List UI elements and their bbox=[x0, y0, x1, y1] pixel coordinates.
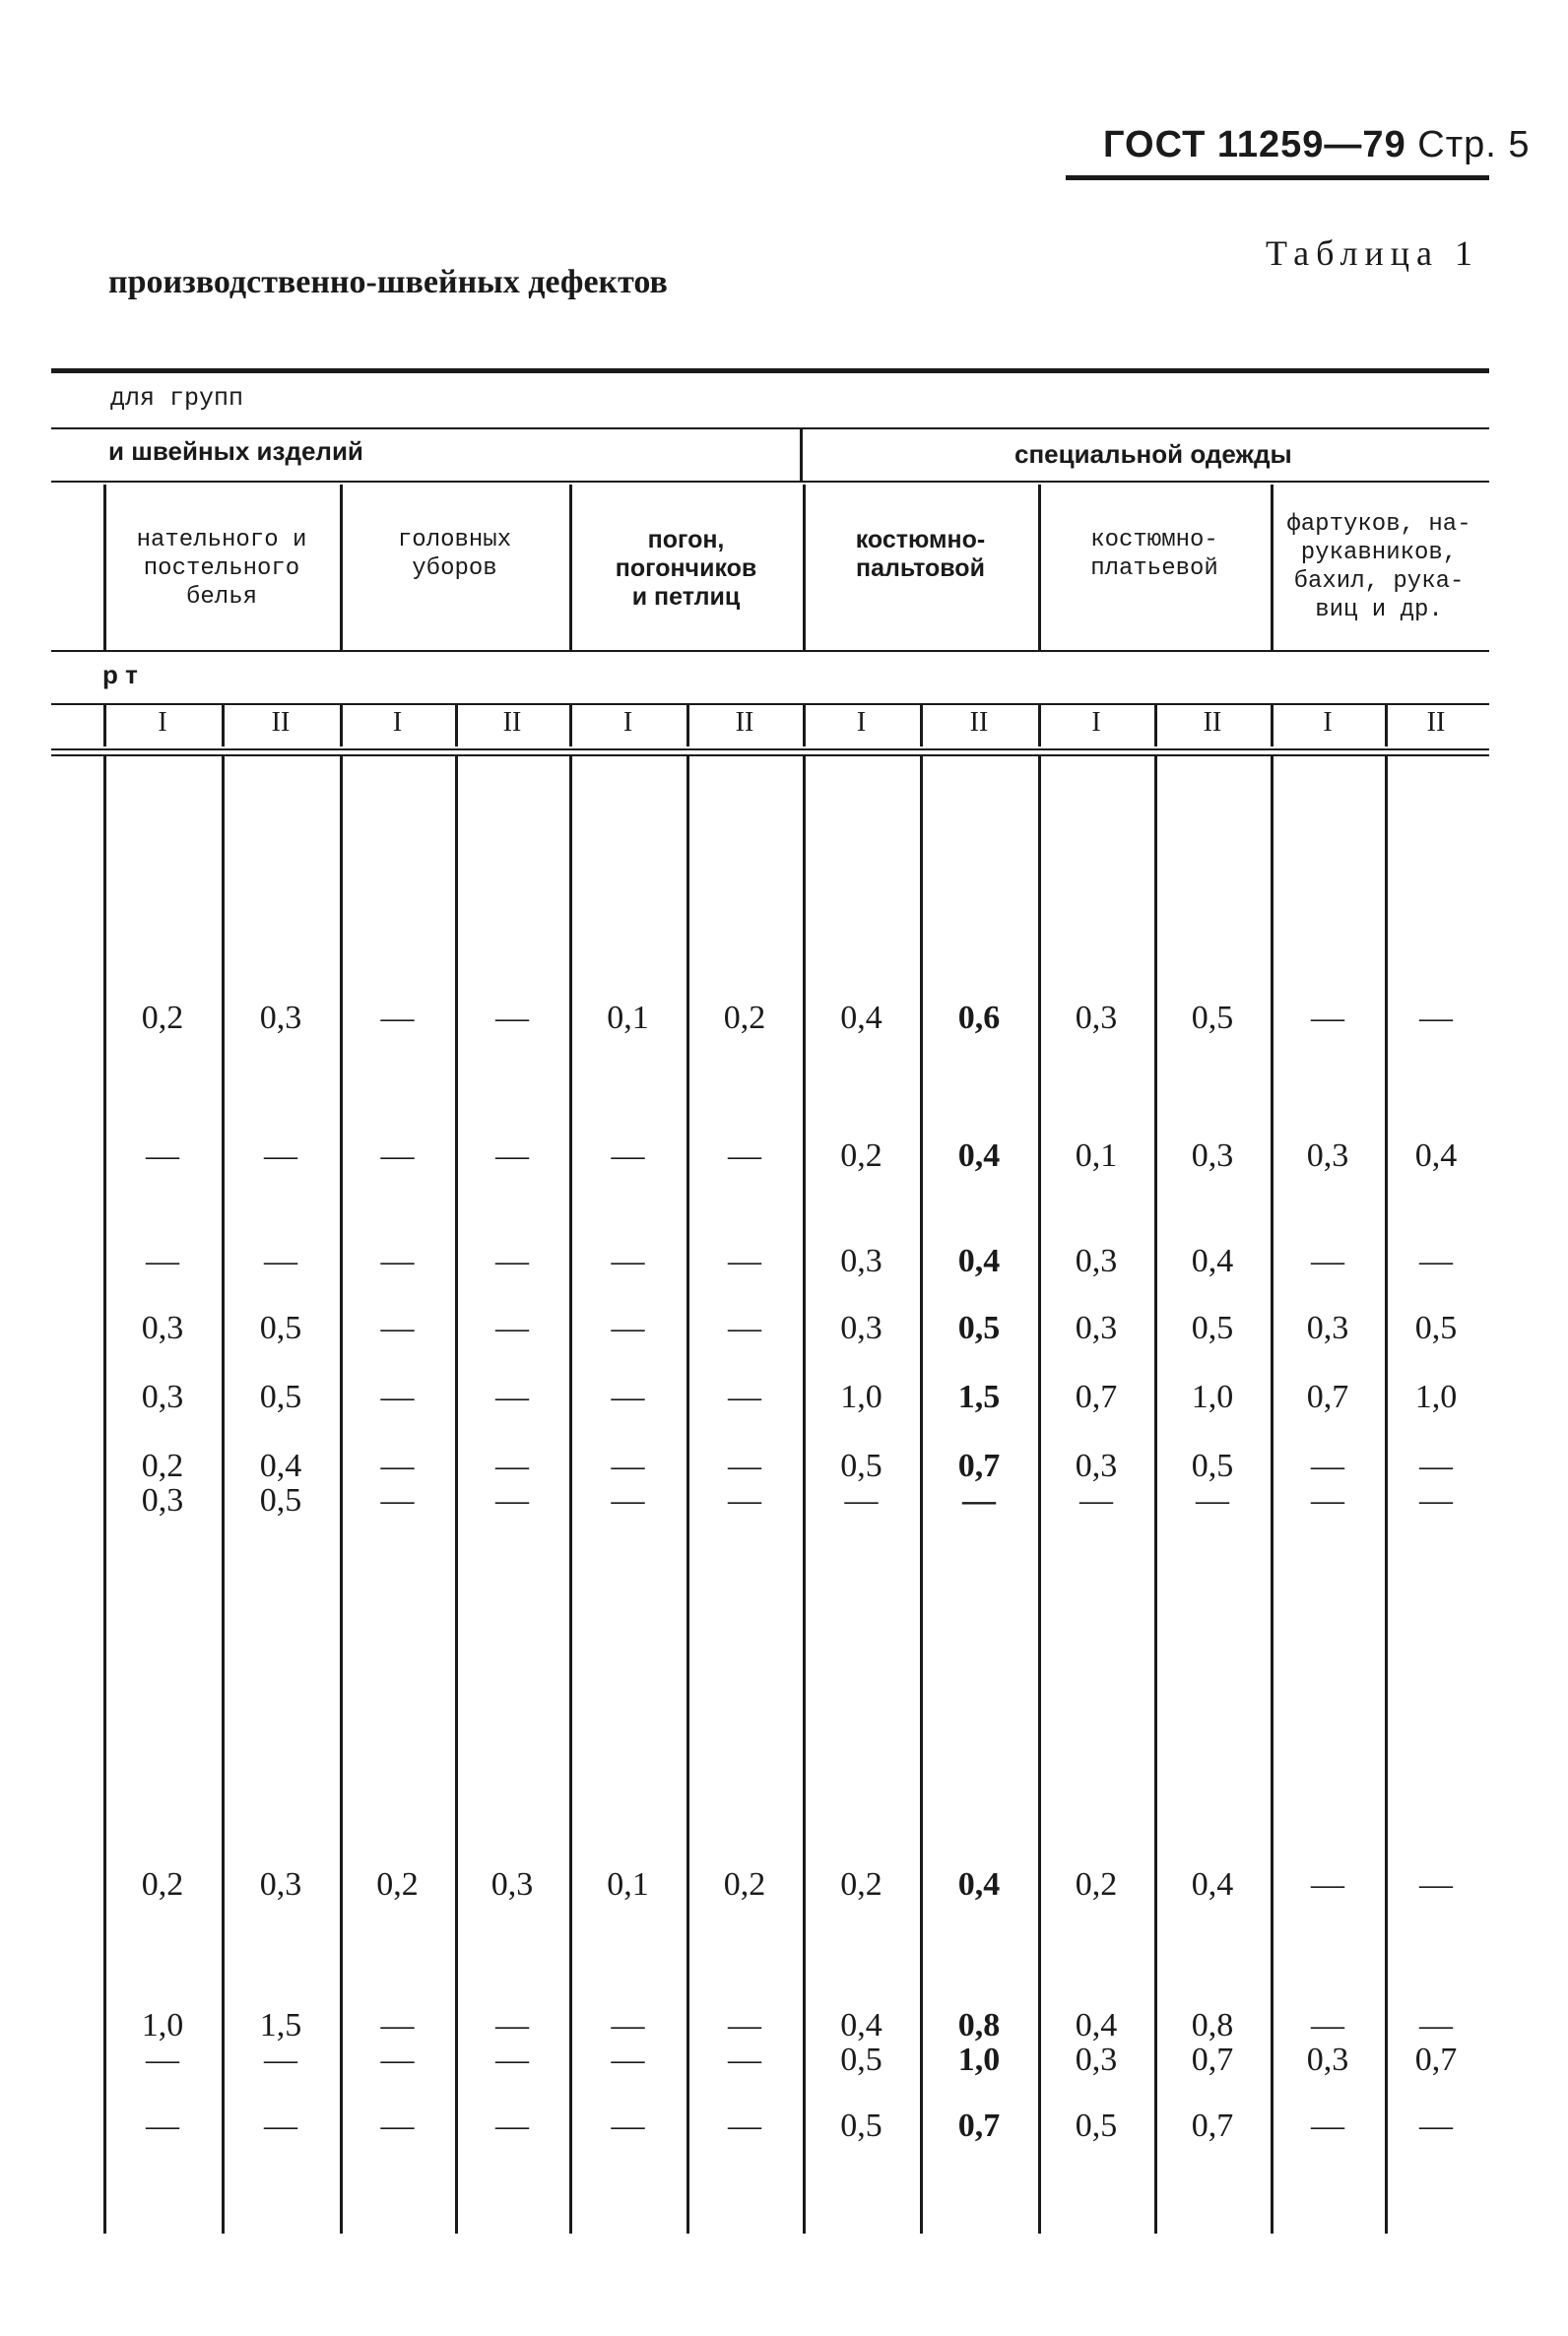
column-divider bbox=[103, 485, 106, 650]
grade-label: II bbox=[735, 707, 754, 738]
table-cell: 0,3 bbox=[1075, 1448, 1118, 1484]
table-cell: — bbox=[611, 2007, 645, 2044]
table-rule bbox=[51, 703, 1489, 705]
table-cell: — bbox=[1196, 1482, 1229, 1519]
table-cell: 0,5 bbox=[840, 1448, 882, 1484]
table-cell: 0,4 bbox=[840, 1000, 882, 1036]
table-cell: 1,0 bbox=[1191, 1379, 1234, 1415]
table-cell: 1,5 bbox=[259, 2007, 302, 2044]
table-rule bbox=[51, 481, 1489, 483]
table-cell: — bbox=[495, 1482, 529, 1519]
table-cell: — bbox=[728, 2007, 761, 2044]
table-cell: — bbox=[146, 2042, 179, 2078]
column-header: костюмно- платьевой bbox=[1090, 527, 1218, 582]
subgroup-divider bbox=[800, 429, 803, 483]
table-cell: 0,3 bbox=[141, 1310, 184, 1346]
grade-label: I bbox=[1323, 707, 1333, 738]
table-cell: — bbox=[495, 1000, 529, 1036]
table-cell: 0,7 bbox=[957, 1448, 1001, 1484]
table-cell: — bbox=[495, 2042, 529, 2078]
table-top-rule bbox=[51, 368, 1489, 373]
table-cell: — bbox=[495, 1310, 529, 1346]
table-cell: 0,3 bbox=[259, 1000, 302, 1036]
body-column-divider bbox=[686, 756, 689, 2234]
table-cell: 0,3 bbox=[1191, 1137, 1234, 1174]
table-cell: — bbox=[146, 2108, 179, 2144]
column-divider bbox=[222, 705, 225, 746]
table-cell: 0,5 bbox=[840, 2108, 882, 2144]
table-cell: 0,3 bbox=[259, 1866, 302, 1903]
table-cell: 0,3 bbox=[1306, 2042, 1349, 2078]
table-cell: 0,3 bbox=[1075, 1243, 1118, 1279]
table-cell: 0,2 bbox=[376, 1866, 419, 1903]
table-cell: 0,3 bbox=[840, 1310, 882, 1346]
table-cell: 0,5 bbox=[1414, 1310, 1458, 1346]
table-cell: — bbox=[380, 2007, 415, 2044]
column-header: фартуков, на- рукавников, бахил, рука- виц и др. bbox=[1286, 511, 1471, 623]
body-column-divider bbox=[103, 756, 106, 2234]
column-divider bbox=[920, 705, 923, 746]
table-cell: — bbox=[1419, 1448, 1453, 1484]
table-cell: 0,4 bbox=[1414, 1137, 1458, 1174]
table-cell: — bbox=[1311, 1000, 1344, 1036]
subgroup-right-caption: специальной одежды bbox=[1014, 439, 1292, 469]
table-cell: 0,7 bbox=[1306, 1379, 1349, 1415]
table-cell: 0,7 bbox=[1191, 2042, 1234, 2078]
table-cell: 0,1 bbox=[607, 1000, 649, 1036]
table-cell: 0,4 bbox=[957, 1866, 1001, 1903]
table-cell: 0,6 bbox=[957, 1000, 1001, 1036]
document-code bbox=[1103, 124, 1531, 166]
table-cell: — bbox=[728, 1448, 761, 1484]
table-cell: — bbox=[728, 1243, 761, 1279]
table-cell: 0,5 bbox=[1191, 1000, 1234, 1036]
column-divider bbox=[1271, 485, 1274, 650]
table-cell: 0,4 bbox=[957, 1243, 1001, 1279]
grade-label: I bbox=[392, 707, 403, 738]
table-rule bbox=[51, 754, 1489, 756]
table-cell: 0,5 bbox=[1191, 1448, 1234, 1484]
column-header: погон, погончиков и петлиц bbox=[615, 526, 757, 611]
column-divider bbox=[1385, 705, 1388, 746]
table-cell: — bbox=[728, 1310, 761, 1346]
table-cell: — bbox=[495, 1379, 529, 1415]
table-cell: 0,2 bbox=[840, 1137, 882, 1174]
table-cell: 0,5 bbox=[259, 1482, 302, 1519]
body-column-divider bbox=[1038, 756, 1041, 2234]
column-divider bbox=[340, 485, 343, 650]
column-header: нательного и постельного белья bbox=[136, 527, 307, 611]
page-number: Стр. 5 bbox=[1417, 124, 1531, 165]
table-cell: — bbox=[844, 1482, 879, 1519]
grade-label: II bbox=[1203, 707, 1222, 738]
table-cell: 0,3 bbox=[1306, 1137, 1349, 1174]
table-cell: — bbox=[1419, 1000, 1453, 1036]
table-cell: — bbox=[264, 1137, 297, 1174]
table-cell: — bbox=[611, 1243, 645, 1279]
column-divider bbox=[103, 705, 106, 746]
table-cell: — bbox=[1419, 2007, 1453, 2044]
column-divider bbox=[340, 705, 343, 746]
body-column-divider bbox=[920, 756, 923, 2234]
grade-label: I bbox=[158, 707, 167, 738]
table-cell: — bbox=[495, 1448, 529, 1484]
gost-number: ГОСТ 11259—79 bbox=[1103, 124, 1406, 165]
table-cell: 0,5 bbox=[259, 1379, 302, 1415]
table-cell: — bbox=[380, 1000, 415, 1036]
column-divider bbox=[569, 485, 572, 650]
table-cell: — bbox=[728, 2042, 761, 2078]
table-cell: 0,7 bbox=[1191, 2108, 1234, 2144]
table-cell: 1,5 bbox=[957, 1379, 1001, 1415]
table-cell: — bbox=[611, 1379, 645, 1415]
table-cell: 1,0 bbox=[141, 2007, 184, 2044]
table-cell: — bbox=[611, 1310, 645, 1346]
body-column-divider bbox=[1154, 756, 1157, 2234]
table-cell: — bbox=[611, 2042, 645, 2078]
table-cell: — bbox=[611, 1482, 645, 1519]
table-cell: — bbox=[495, 2007, 529, 2044]
table-cell: — bbox=[728, 2108, 761, 2144]
column-divider bbox=[1271, 705, 1274, 746]
table-cell: — bbox=[611, 1137, 645, 1174]
table-cell: 0,7 bbox=[957, 2108, 1001, 2144]
column-header: головных уборов bbox=[397, 527, 512, 582]
table-cell: 0,3 bbox=[1075, 2042, 1118, 2078]
body-column-divider bbox=[222, 756, 225, 2234]
grade-label: II bbox=[969, 707, 989, 738]
table-cell: — bbox=[1311, 1866, 1344, 1903]
table-cell: 0,1 bbox=[1075, 1137, 1118, 1174]
column-divider bbox=[803, 485, 806, 650]
table-cell: 0,3 bbox=[1306, 1310, 1349, 1346]
grade-label: II bbox=[502, 707, 522, 738]
grade-label: I bbox=[856, 707, 867, 738]
table-cell: — bbox=[380, 1243, 415, 1279]
table-cell: — bbox=[380, 1310, 415, 1346]
table-cell: 0,3 bbox=[840, 1243, 882, 1279]
table-cell: — bbox=[495, 2108, 529, 2144]
table-cell: 0,2 bbox=[141, 1448, 184, 1484]
page-title: производственно-швейных дефектов bbox=[108, 264, 668, 300]
table-cell: — bbox=[611, 1448, 645, 1484]
rt-label: р т bbox=[102, 660, 138, 689]
column-divider bbox=[686, 705, 689, 746]
table-cell: — bbox=[728, 1137, 761, 1174]
table-cell: — bbox=[1419, 1482, 1453, 1519]
table-cell: 0,2 bbox=[141, 1866, 184, 1903]
table-cell: 1,0 bbox=[840, 1379, 882, 1415]
table-cell: — bbox=[146, 1243, 179, 1279]
column-divider bbox=[455, 705, 458, 746]
table-cell: 0,5 bbox=[957, 1310, 1001, 1346]
table-cell: 1,0 bbox=[1414, 1379, 1458, 1415]
table-cell: 0,3 bbox=[1075, 1310, 1118, 1346]
table-cell: — bbox=[1311, 1243, 1344, 1279]
table-cell: 0,5 bbox=[1191, 1310, 1234, 1346]
column-divider bbox=[803, 705, 806, 746]
table-cell: 0,3 bbox=[141, 1379, 184, 1415]
column-divider bbox=[1154, 705, 1157, 746]
table-cell: 0,7 bbox=[1075, 1379, 1118, 1415]
table-cell: 0,3 bbox=[1075, 1000, 1118, 1036]
table-cell: 0,5 bbox=[259, 1310, 302, 1346]
table-cell: 0,7 bbox=[1414, 2042, 1458, 2078]
table-cell: — bbox=[728, 1482, 761, 1519]
subgroup-left-caption: и швейных изделий bbox=[108, 436, 363, 466]
table-rule bbox=[51, 748, 1489, 750]
table-cell: 0,8 bbox=[957, 2007, 1001, 2044]
table-cell: 0,2 bbox=[1075, 1866, 1118, 1903]
table-cell: 1,0 bbox=[957, 2042, 1001, 2078]
table-cell: — bbox=[1311, 1482, 1344, 1519]
table-cell: 0,4 bbox=[259, 1448, 302, 1484]
column-divider bbox=[1038, 705, 1041, 746]
table-cell: — bbox=[264, 2042, 297, 2078]
table-cell: — bbox=[146, 1137, 179, 1174]
table-label: Таблица 1 bbox=[1266, 233, 1479, 273]
table-cell: — bbox=[495, 1243, 529, 1279]
grade-label: I bbox=[622, 707, 633, 738]
table-cell: — bbox=[1419, 1866, 1453, 1903]
row-group-caption: для групп bbox=[110, 384, 244, 413]
table-cell: 0,4 bbox=[1191, 1243, 1234, 1279]
table-cell: — bbox=[380, 1379, 415, 1415]
table-rule bbox=[51, 427, 1489, 429]
table-cell: 0,2 bbox=[723, 1866, 766, 1903]
column-divider bbox=[569, 705, 572, 746]
table-cell: 0,4 bbox=[1191, 1866, 1234, 1903]
table-cell: 0,5 bbox=[840, 2042, 882, 2078]
table-cell: 0,2 bbox=[141, 1000, 184, 1036]
table-cell: — bbox=[1311, 2108, 1344, 2144]
table-cell: 0,3 bbox=[490, 1866, 534, 1903]
table-cell: 0,2 bbox=[723, 1000, 766, 1036]
table-cell: 0,2 bbox=[840, 1866, 882, 1903]
table-cell: — bbox=[611, 2108, 645, 2144]
table-cell: — bbox=[728, 1379, 761, 1415]
table-cell: 0,4 bbox=[1075, 2007, 1118, 2044]
header-rule bbox=[1066, 175, 1489, 180]
column-header: костюмно- пальтовой bbox=[855, 526, 986, 582]
grade-label: II bbox=[1426, 707, 1446, 738]
table-cell: 0,4 bbox=[957, 1137, 1001, 1174]
table-cell: — bbox=[380, 2108, 415, 2144]
body-column-divider bbox=[803, 756, 806, 2234]
table-cell: — bbox=[264, 2108, 297, 2144]
body-column-divider bbox=[569, 756, 572, 2234]
table-cell: 0,1 bbox=[607, 1866, 649, 1903]
table-cell: 0,8 bbox=[1191, 2007, 1234, 2044]
table-cell: — bbox=[495, 1137, 529, 1174]
table-cell: — bbox=[1311, 1448, 1344, 1484]
table-cell: 0,5 bbox=[1075, 2108, 1118, 2144]
table-rule bbox=[51, 650, 1489, 652]
table-cell: — bbox=[1419, 1243, 1453, 1279]
column-divider bbox=[1038, 485, 1041, 650]
table-cell: — bbox=[380, 1448, 415, 1484]
table-cell: — bbox=[1419, 2108, 1453, 2144]
table-cell: — bbox=[1079, 1482, 1113, 1519]
table-cell: — bbox=[962, 1482, 996, 1519]
table-cell: 0,4 bbox=[840, 2007, 882, 2044]
table-cell: — bbox=[380, 2042, 415, 2078]
table-cell: 0,3 bbox=[141, 1482, 184, 1519]
table-cell: — bbox=[1311, 2007, 1344, 2044]
table-cell: — bbox=[264, 1243, 297, 1279]
table-cell: — bbox=[380, 1482, 415, 1519]
grade-label: I bbox=[1091, 707, 1101, 738]
grade-label: II bbox=[271, 707, 291, 738]
table-cell: — bbox=[380, 1137, 415, 1174]
